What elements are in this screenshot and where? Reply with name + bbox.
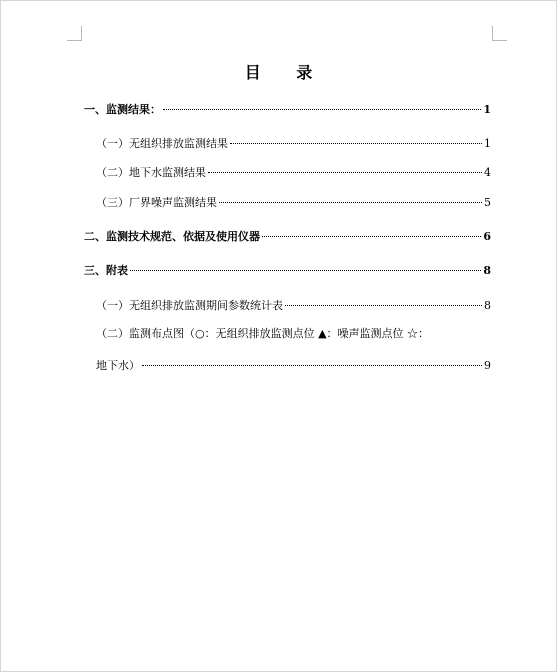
toc-entry-monitoring-results[interactable] xyxy=(84,101,491,117)
toc-entry-label: （二）地下水监测结果 xyxy=(96,166,206,179)
toc-leader-dots xyxy=(285,305,482,306)
toc-entry-label: 二、监测技术规范、依据及使用仪器 xyxy=(84,230,260,243)
toc-page-number: 1 xyxy=(483,103,491,116)
toc-entry-label: 地下水） xyxy=(96,359,140,372)
margin-corner-mark-right xyxy=(492,26,507,41)
toc-entry-monitoring-map-line1[interactable]: （二）监测布点图（○：无组织排放监测点位 ▲：噪声监测点位 ☆： xyxy=(96,327,430,340)
toc-entry-label: 一、监测结果： xyxy=(84,103,161,116)
toc-page-number: 4 xyxy=(484,166,491,179)
toc-page-number: 5 xyxy=(484,196,491,209)
toc-page-number: 9 xyxy=(484,359,491,372)
toc-leader-dots xyxy=(163,109,481,110)
toc-entry-technical-specifications[interactable] xyxy=(84,228,491,244)
toc-page-number: 8 xyxy=(484,299,491,312)
toc-entry-label: （一）无组织排放监测期间参数统计表 xyxy=(96,299,283,312)
toc-entry-monitoring-map-line2[interactable] xyxy=(96,357,491,373)
margin-corner-mark-left xyxy=(67,26,82,41)
toc-entry-label: （三）厂界噪声监测结果 xyxy=(96,196,217,209)
toc-entry-parameter-statistics-table[interactable] xyxy=(96,297,491,313)
toc-entry-label: 三、附表 xyxy=(84,264,128,277)
toc-leader-dots xyxy=(142,365,482,366)
toc-entry-fugitive-emission-results[interactable] xyxy=(96,135,491,151)
toc-page-number: 1 xyxy=(484,137,491,150)
toc-leader-dots xyxy=(262,236,481,237)
toc-entry-appendix[interactable] xyxy=(84,262,491,278)
toc-leader-dots xyxy=(130,270,481,271)
toc-entry-boundary-noise-results[interactable] xyxy=(96,194,491,210)
toc-leader-dots xyxy=(208,172,482,173)
toc-leader-dots xyxy=(219,202,482,203)
document-title: 目 录 xyxy=(244,63,328,82)
toc-entry-groundwater-results[interactable] xyxy=(96,164,491,180)
toc-leader-dots xyxy=(230,143,482,144)
toc-page-number: 8 xyxy=(483,264,491,277)
toc-page-number: 6 xyxy=(483,230,491,243)
toc-entry-label: （一）无组织排放监测结果 xyxy=(96,137,228,150)
